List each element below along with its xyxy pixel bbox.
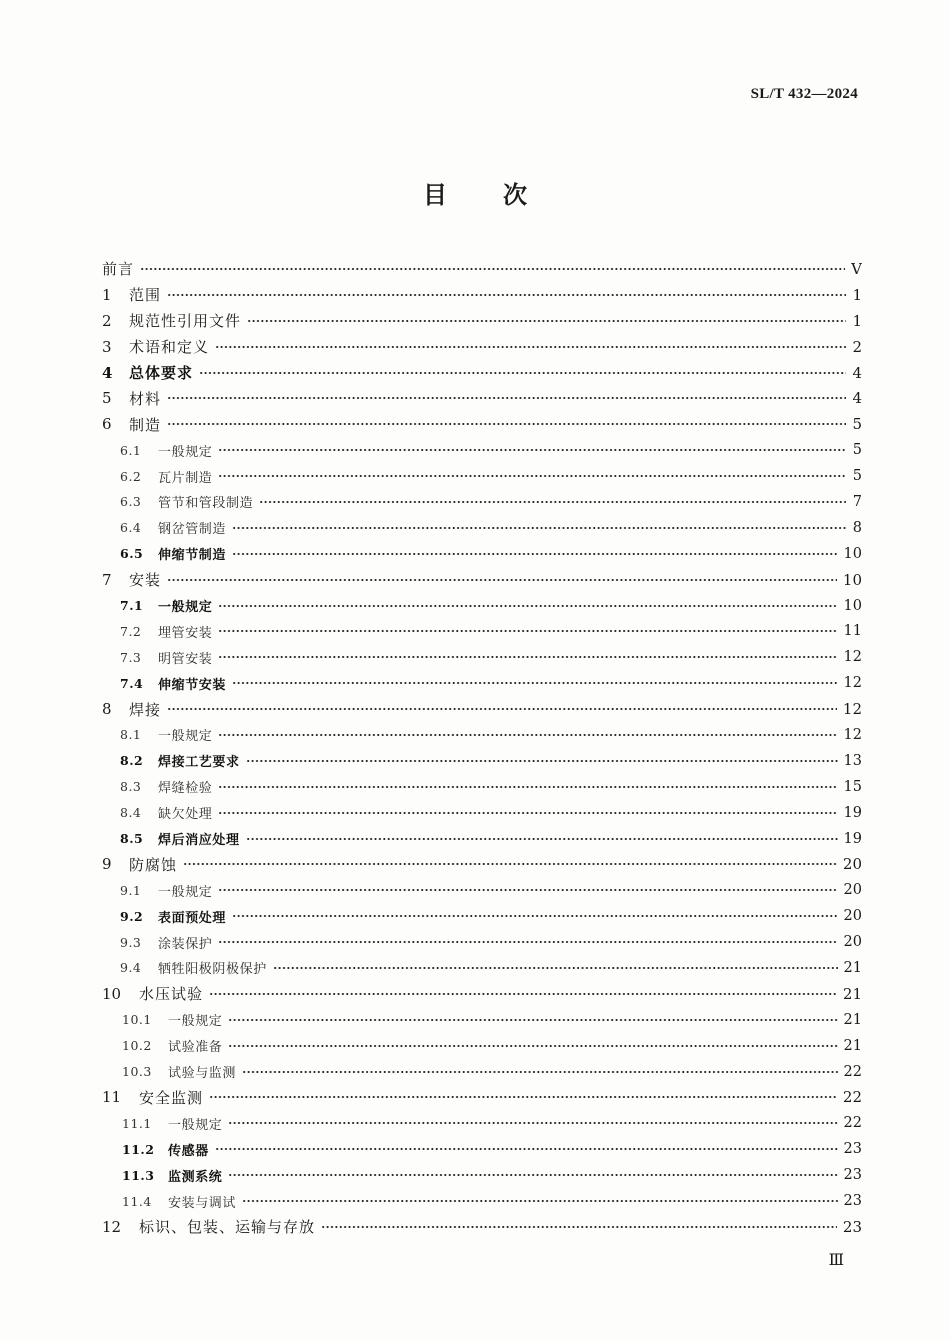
dot-leader	[209, 1090, 837, 1104]
toc-entry-page: 10	[843, 545, 862, 562]
page-number: Ⅲ	[828, 1252, 844, 1269]
toc-entry-title: 焊缝检验	[158, 781, 213, 797]
toc-entry-number: 8.3	[120, 779, 142, 795]
toc-entry-number: 9.2	[120, 908, 144, 924]
toc-entry-page: 4	[852, 389, 862, 408]
toc-entry-page: 12	[842, 700, 862, 719]
toc-entry-title: 涂装保护	[158, 936, 213, 952]
toc-entry[interactable]	[102, 334, 862, 360]
toc-entry-page: 1	[852, 311, 862, 330]
toc-entry-page: 4	[852, 363, 862, 382]
toc-entry-number: 6.3	[120, 494, 142, 510]
dot-leader	[242, 1065, 838, 1079]
toc-entry[interactable]	[102, 308, 862, 334]
toc-entry-page: 19	[843, 830, 862, 847]
toc-entry-page: 13	[843, 752, 862, 769]
toc-entry-title: 水压试验	[139, 985, 204, 1004]
toc-entry-page: 2	[852, 337, 862, 356]
toc-entry-title: 埋管安装	[158, 625, 213, 641]
toc-entry-page: 10	[842, 570, 862, 589]
toc-entry-title: 总体要求	[129, 364, 194, 382]
toc-entry-number: 9.1	[120, 882, 142, 898]
toc-entry[interactable]	[102, 644, 862, 670]
toc-entry[interactable]	[102, 877, 862, 903]
toc-entry[interactable]	[102, 593, 862, 619]
toc-entry-title: 标识、包装、运输与存放	[139, 1218, 316, 1237]
toc-entry[interactable]	[102, 385, 862, 411]
toc-entry-number: 1	[102, 285, 112, 304]
toc-entry-page: 23	[843, 1167, 862, 1184]
toc-entry[interactable]	[102, 955, 862, 981]
toc-entry-number: 8.4	[120, 805, 142, 821]
toc-entry-page: 23	[843, 1193, 862, 1209]
toc-entry[interactable]	[102, 800, 862, 826]
dot-leader	[273, 961, 838, 975]
toc-entry[interactable]	[102, 670, 862, 696]
toc-entry[interactable]	[102, 1059, 862, 1085]
toc-entry-title: 钢岔管制造	[158, 522, 227, 538]
toc-entry[interactable]	[102, 360, 862, 386]
toc-entry-number: 11	[102, 1088, 122, 1107]
toc-entry-title: 焊接	[129, 700, 162, 719]
toc-entry[interactable]	[102, 851, 862, 877]
dot-leader	[209, 987, 837, 1001]
toc-entry-title: 表面预处理	[158, 910, 227, 926]
toc-entry-page: 21	[843, 1037, 862, 1054]
toc-entry-number: 2	[102, 311, 112, 330]
dot-leader	[228, 1116, 837, 1130]
toc-entry[interactable]	[102, 1085, 862, 1111]
dot-leader	[215, 340, 846, 354]
toc-entry-page: 10	[843, 597, 862, 614]
toc-entry[interactable]	[102, 1136, 862, 1162]
dot-leader	[228, 1168, 837, 1182]
toc-entry-number: 6	[102, 415, 112, 434]
dot-leader	[140, 262, 845, 276]
toc-entry-number: 10.1	[122, 1012, 152, 1028]
dot-leader	[232, 909, 838, 923]
dot-leader	[215, 1142, 838, 1156]
toc-entry[interactable]	[102, 1214, 862, 1240]
dot-leader	[218, 650, 837, 664]
toc-entry-page: 15	[843, 778, 862, 795]
toc-entry-title: 一般规定	[168, 1117, 223, 1133]
dot-leader	[218, 599, 837, 613]
dot-leader	[167, 288, 846, 302]
dot-leader	[218, 624, 837, 638]
toc-entry-title: 材料	[129, 389, 162, 408]
toc-entry-title: 管节和管段制造	[158, 496, 254, 512]
toc-entry-number: 11.1	[122, 1115, 152, 1131]
dot-leader	[218, 728, 837, 742]
toc-entry[interactable]	[102, 515, 862, 541]
toc-entry-title: 监测系统	[168, 1169, 223, 1185]
toc-entry-number: 8.1	[120, 727, 142, 743]
toc-entry-page: 23	[843, 1141, 862, 1158]
toc-entry[interactable]	[102, 541, 862, 567]
toc-entry-title: 范围	[129, 286, 162, 305]
toc-entry-title: 防腐蚀	[129, 855, 178, 874]
toc-entry[interactable]	[102, 903, 862, 929]
toc-entry-page: 7	[852, 493, 862, 510]
toc-entry-number: 11.2	[122, 1141, 155, 1157]
toc-entry-title: 缺欠处理	[158, 807, 213, 823]
dot-leader	[167, 391, 846, 405]
dot-leader	[247, 314, 846, 328]
dot-leader	[242, 1194, 838, 1208]
toc-entry-number: 7.1	[120, 598, 144, 614]
toc-entry-title: 术语和定义	[129, 338, 210, 357]
dot-leader	[218, 469, 846, 483]
toc-entry-title: 明管安装	[158, 651, 213, 667]
toc-entry-number: 8.5	[120, 831, 144, 847]
toc-entry-title: 前言	[102, 260, 135, 279]
toc-entry[interactable]	[102, 1110, 862, 1136]
toc-entry-title: 制造	[129, 415, 162, 434]
dot-leader	[228, 1039, 837, 1053]
dot-leader	[321, 1220, 837, 1234]
toc-entry-page: 12	[843, 726, 862, 743]
toc-entry[interactable]	[102, 748, 862, 774]
dot-leader	[228, 1013, 837, 1027]
toc-entry-number: 7.3	[120, 649, 142, 665]
toc-entry-number: 10	[102, 984, 122, 1003]
toc-entry-title: 伸缩节制造	[158, 548, 227, 564]
toc-entry[interactable]	[102, 1033, 862, 1059]
table-of-contents	[102, 256, 862, 1240]
toc-entry-page: 21	[843, 1011, 862, 1028]
toc-entry-number: 7	[102, 570, 112, 589]
toc-entry-page: 21	[843, 959, 862, 976]
toc-entry[interactable]	[102, 463, 862, 489]
toc-entry-page: 20	[843, 934, 862, 951]
toc-entry[interactable]	[102, 1007, 862, 1033]
toc-entry-title: 一般规定	[158, 444, 213, 460]
toc-entry-number: 10.2	[122, 1038, 152, 1054]
toc-entry-page: 12	[843, 675, 862, 692]
toc-entry-number: 8.2	[120, 753, 144, 769]
dot-leader	[218, 443, 846, 457]
dot-leader	[259, 495, 846, 509]
toc-entry[interactable]	[102, 826, 862, 852]
toc-entry[interactable]	[102, 722, 862, 748]
toc-entry-number: 9.3	[120, 934, 142, 950]
toc-entry[interactable]	[102, 1188, 862, 1214]
toc-entry-title: 一般规定	[158, 600, 213, 616]
toc-entry-page: 23	[842, 1217, 862, 1236]
toc-entry-page: 5	[852, 468, 862, 485]
toc-entry-title: 一般规定	[168, 1014, 223, 1030]
dot-leader	[199, 366, 846, 380]
toc-entry-page: 22	[842, 1088, 862, 1107]
dot-leader	[167, 573, 837, 587]
dot-leader	[218, 883, 837, 897]
dot-leader	[246, 754, 838, 768]
toc-entry-number: 7.2	[120, 623, 142, 639]
toc-entry-number: 11.3	[122, 1167, 155, 1183]
toc-entry[interactable]	[102, 411, 862, 437]
dot-leader	[167, 417, 846, 431]
toc-entry-page: 11	[843, 623, 862, 640]
toc-entry-number: 9	[102, 855, 112, 874]
toc-entry-page: 20	[842, 855, 862, 874]
dot-leader	[232, 521, 846, 535]
toc-entry-title: 伸缩节安装	[158, 677, 227, 693]
toc-entry-title: 规范性引用文件	[129, 312, 242, 331]
toc-entry-number: 3	[102, 337, 112, 356]
toc-entry-number: 11.4	[122, 1193, 152, 1209]
toc-entry-title: 试验准备	[168, 1040, 223, 1056]
dot-leader	[167, 702, 837, 716]
standard-code: SL/T 432—2024	[750, 86, 858, 102]
toc-entry-title: 瓦片制造	[158, 470, 213, 486]
toc-entry-number: 6.1	[120, 442, 142, 458]
dot-leader	[218, 806, 837, 820]
toc-entry-title: 安装	[129, 571, 162, 590]
toc-entry-page: 8	[852, 519, 862, 536]
toc-entry[interactable]	[102, 774, 862, 800]
dot-leader	[218, 780, 837, 794]
toc-entry-page: 19	[843, 804, 862, 821]
toc-entry-title: 焊接工艺要求	[158, 755, 240, 771]
toc-entry-number: 10.3	[122, 1064, 152, 1080]
toc-entry-page: V	[851, 259, 862, 278]
dot-leader	[232, 547, 838, 561]
toc-entry-title: 安装与调试	[168, 1195, 237, 1211]
toc-entry-page: 22	[843, 1063, 862, 1080]
toc-entry-title: 安全监测	[139, 1088, 204, 1107]
toc-entry[interactable]	[102, 256, 862, 282]
dot-leader	[246, 832, 838, 846]
toc-entry[interactable]	[102, 1162, 862, 1188]
toc-entry-page: 20	[843, 882, 862, 899]
toc-entry-page: 5	[852, 415, 862, 434]
toc-entry-title: 传感器	[168, 1143, 209, 1159]
toc-entry-title: 试验与监测	[168, 1066, 237, 1082]
toc-entry[interactable]	[102, 696, 862, 722]
toc-entry[interactable]	[102, 489, 862, 515]
toc-entry-page: 12	[843, 649, 862, 666]
toc-entry-number: 5	[102, 389, 112, 408]
toc-entry[interactable]	[102, 567, 862, 593]
toc-entry-number: 6.5	[120, 546, 144, 562]
page-title: 目次	[423, 181, 583, 209]
toc-entry-number: 6.2	[120, 468, 142, 484]
toc-entry-title: 一般规定	[158, 884, 213, 900]
toc-entry-number: 9.4	[120, 960, 142, 976]
toc-entry-title: 焊后消应处理	[158, 833, 240, 849]
toc-entry-number: 6.4	[120, 520, 142, 536]
dot-leader	[232, 676, 838, 690]
toc-entry-title: 一般规定	[158, 729, 213, 745]
dot-leader	[218, 935, 837, 949]
toc-entry-page: 1	[852, 285, 862, 304]
toc-entry[interactable]	[102, 929, 862, 955]
toc-entry-title: 牺牲阳极阴极保护	[158, 962, 267, 978]
toc-entry-page: 22	[843, 1115, 862, 1132]
toc-entry[interactable]	[102, 981, 862, 1007]
dot-leader	[183, 857, 837, 871]
toc-entry-page: 20	[843, 908, 862, 925]
toc-entry[interactable]	[102, 282, 862, 308]
toc-entry-number: 7.4	[120, 675, 144, 691]
toc-entry-page: 21	[842, 984, 862, 1003]
toc-entry-number: 4	[102, 363, 113, 382]
toc-entry[interactable]	[102, 437, 862, 463]
toc-entry[interactable]	[102, 618, 862, 644]
toc-entry-number: 12	[102, 1217, 122, 1236]
toc-entry-page: 5	[852, 442, 862, 459]
toc-entry-number: 8	[102, 700, 112, 719]
